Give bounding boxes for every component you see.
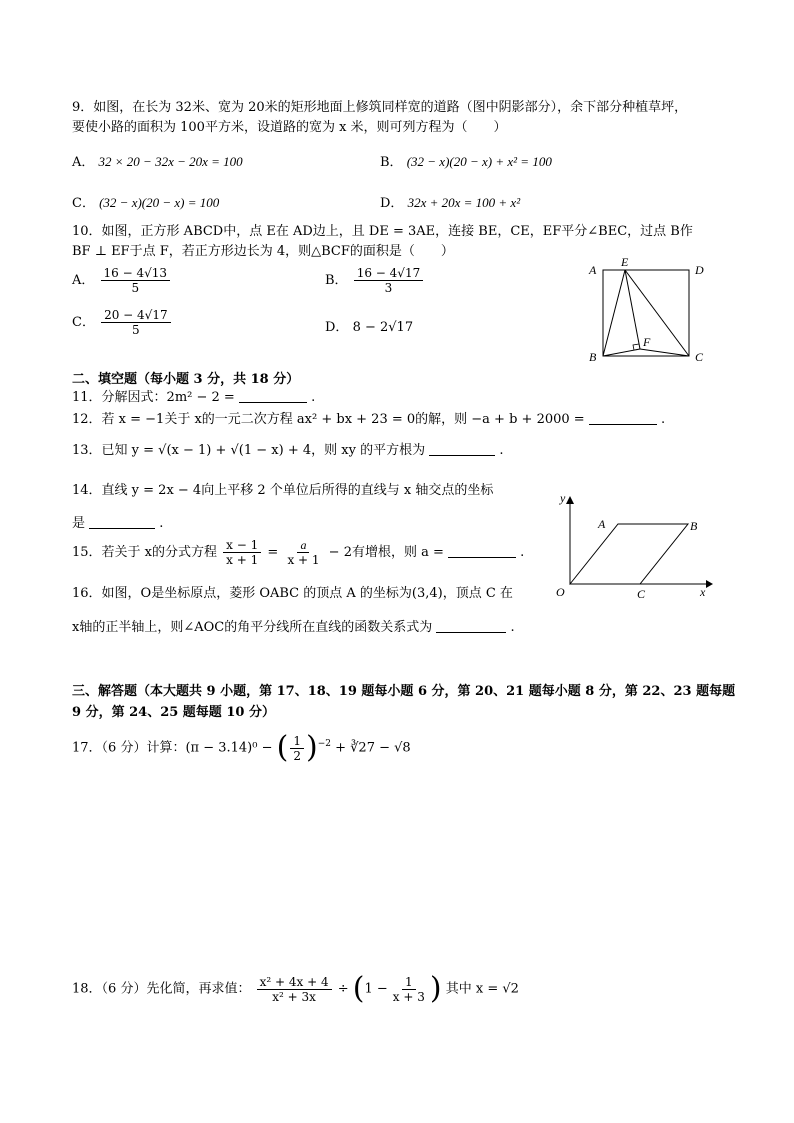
q16-line2: [72, 618, 515, 638]
paren-open: (: [352, 971, 365, 1006]
option-text: 32 × 20 − 32x − 20x = 100: [98, 154, 243, 169]
option-label: D．: [325, 320, 349, 335]
q12-period: .: [660, 412, 666, 427]
q10-line1: 10．如图，正方形 ABCD中，点 E在 AD边上，且 DE = 3AE，连接 BE，CE，EF平分∠BEC，过点 B作: [72, 224, 693, 239]
q15-answer-blank[interactable]: [448, 543, 516, 558]
q11: [72, 388, 315, 408]
q18-divide: ÷: [337, 981, 349, 997]
y-axis-arrow: [566, 496, 574, 504]
option-fraction: [101, 308, 171, 337]
q18-text: 18．（6 分）先化简，再求值：: [72, 981, 251, 997]
fraction-denominator: 5: [131, 281, 140, 295]
rhombus-figure: [548, 492, 718, 604]
fraction-denominator: x + 1: [287, 553, 320, 567]
paren-close: ): [429, 971, 442, 1006]
fraction-numerator: x² + 4x + 4: [257, 975, 332, 990]
fraction-denominator: x² + 3x: [272, 989, 316, 1004]
paren-open: (: [276, 730, 289, 765]
q14-line2: [72, 514, 163, 534]
q13-period: .: [499, 443, 504, 458]
fraction-numerator: 20 − 4√17: [101, 308, 171, 323]
option-text: (32 − x)(20 − x) + x² = 100: [406, 154, 552, 169]
fraction-numerator: x − 1: [223, 538, 261, 553]
q18: [72, 971, 519, 1006]
q13-text: 13．已知 y = √(x − 1) + √(1 − x) + 4，则 xy 的平方根为: [72, 443, 426, 458]
q11-period: .: [311, 390, 316, 405]
option-text: 32x + 20x = 100 + x²: [407, 195, 521, 210]
q15-equals: =: [267, 545, 279, 560]
q12: [72, 410, 665, 430]
q12-text: 12．若 x = −1关于 x的一元二次方程 ax² + bx + 23 = 0的解，则 −a + b + 2000 =: [72, 412, 585, 427]
label-b: B: [589, 350, 597, 364]
q15-fraction-2: [284, 538, 322, 567]
q10-line2: BF ⊥ EF于点 F，若正方形边长为 4，则△BCF的面积是（ ）: [72, 244, 454, 259]
q9-line2: 要使小路的面积为 100平方米，设道路的宽为 x 米，则可列方程为（ ）: [72, 120, 507, 135]
q10-option-c: [72, 308, 173, 337]
q15: [72, 538, 524, 567]
q10-option-d: [325, 316, 413, 335]
section-2-title: 二、填空题（每小题 3 分，共 18 分）: [72, 372, 300, 387]
q14-period: .: [159, 516, 164, 531]
q9-option-b: [380, 151, 552, 170]
section-3-title-line2: 9 分，第 24、25 题每题 10 分）: [72, 705, 275, 720]
q9-option-c: [72, 192, 219, 211]
segment-fc: [640, 349, 689, 356]
option-fraction: [101, 266, 171, 295]
fraction-numerator: 1: [290, 734, 304, 749]
label-x: x: [700, 585, 706, 599]
q14-text: 是: [72, 516, 86, 531]
q14-answer-blank[interactable]: [89, 514, 155, 529]
fraction-denominator: x + 1: [226, 553, 259, 567]
label-f: F: [643, 335, 651, 349]
label-d: D: [695, 263, 704, 277]
q9-line1: 9．如图，在长为 32米、宽为 20米的矩形地面上修筑同样宽的道路（图中阴影部分），余下部分种植草坪，: [72, 100, 688, 115]
option-label: D．: [380, 196, 404, 211]
q9-option-a: [72, 151, 243, 170]
option-text: (32 − x)(20 − x) = 100: [99, 195, 220, 210]
label-b: B: [690, 519, 698, 533]
option-label: A．: [72, 273, 95, 288]
q18-fraction-1: [257, 975, 332, 1004]
q16-text: x轴的正半轴上，则∠AOC的角平分线所在直线的函数关系式为: [72, 620, 433, 635]
fraction-denominator: 2: [293, 748, 301, 763]
fraction-numerator: 16 − 4√13: [101, 266, 171, 281]
option-label: C．: [72, 196, 95, 211]
option-text: 8 − 2√17: [352, 320, 414, 335]
label-o: O: [556, 585, 565, 599]
label-c: C: [695, 350, 704, 364]
q15-period: .: [520, 545, 525, 560]
segment-eb: [603, 270, 625, 356]
label-a: A: [589, 263, 597, 277]
q10-option-a: [72, 266, 172, 295]
q9-option-d: [380, 192, 520, 211]
option-label: B．: [325, 273, 348, 288]
q11-answer-blank[interactable]: [239, 388, 307, 403]
option-label: C．: [72, 315, 95, 330]
option-fraction: [354, 266, 424, 295]
rhombus-oabc: [570, 524, 688, 584]
label-a: A: [598, 517, 606, 531]
section-3-title-line1: 三、解答题（本大题共 9 小题，第 17、18、19 题每小题 6 分，第 20、21 题每小题 8 分，第 22、23 题每题: [72, 684, 736, 699]
q16-period: .: [510, 620, 515, 635]
fraction-denominator: 5: [132, 323, 140, 337]
q17-text-2: + ∛27 − √8: [335, 740, 411, 756]
q17-fraction: [290, 734, 304, 763]
q15-text: 15．若关于 x的分式方程: [72, 545, 218, 560]
x-axis-arrow: [706, 580, 713, 588]
q16-answer-blank[interactable]: [436, 618, 506, 633]
q11-text: 11．分解因式：2m² − 2 =: [72, 390, 235, 405]
square-figure: [585, 258, 710, 366]
segment-ec: [625, 270, 689, 356]
fraction-numerator: 1: [402, 975, 416, 990]
q10-option-b: [325, 266, 425, 295]
q18-one-minus: 1 −: [364, 981, 388, 997]
option-label: A．: [72, 155, 95, 170]
label-y: y: [560, 492, 566, 505]
fraction-denominator: x + 3: [392, 989, 425, 1004]
q18-text-2: 其中 x = √2: [445, 981, 519, 997]
segment-ef: [625, 270, 640, 349]
q13: [72, 441, 504, 461]
paren-close: ): [305, 730, 318, 765]
q12-answer-blank[interactable]: [589, 410, 657, 425]
q17: [72, 730, 411, 765]
fraction-numerator: a: [297, 538, 309, 553]
q16-line1: 16．如图，O是坐标原点，菱形 OABC 的顶点 A 的坐标为(3,4)，顶点 C 在: [72, 586, 513, 601]
fraction-numerator: 16 − 4√17: [354, 266, 424, 281]
segment-bf: [603, 349, 640, 356]
q14-line1: 14．直线 y = 2x − 4向上平移 2 个单位后所得的直线与 x 轴交点的坐标: [72, 483, 494, 498]
q17-exponent: −2: [317, 739, 331, 750]
option-label: B．: [380, 155, 403, 170]
q15-text-2: − 2有增根，则 a =: [328, 545, 444, 560]
q15-fraction-1: [223, 538, 261, 567]
fraction-denominator: 3: [384, 281, 393, 295]
label-c: C: [637, 587, 646, 601]
q18-fraction-2: [390, 975, 428, 1004]
label-e: E: [621, 258, 629, 269]
q13-answer-blank[interactable]: [429, 441, 495, 456]
q17-text: 17．（6 分）计算：(π − 3.14)⁰ −: [72, 740, 273, 756]
